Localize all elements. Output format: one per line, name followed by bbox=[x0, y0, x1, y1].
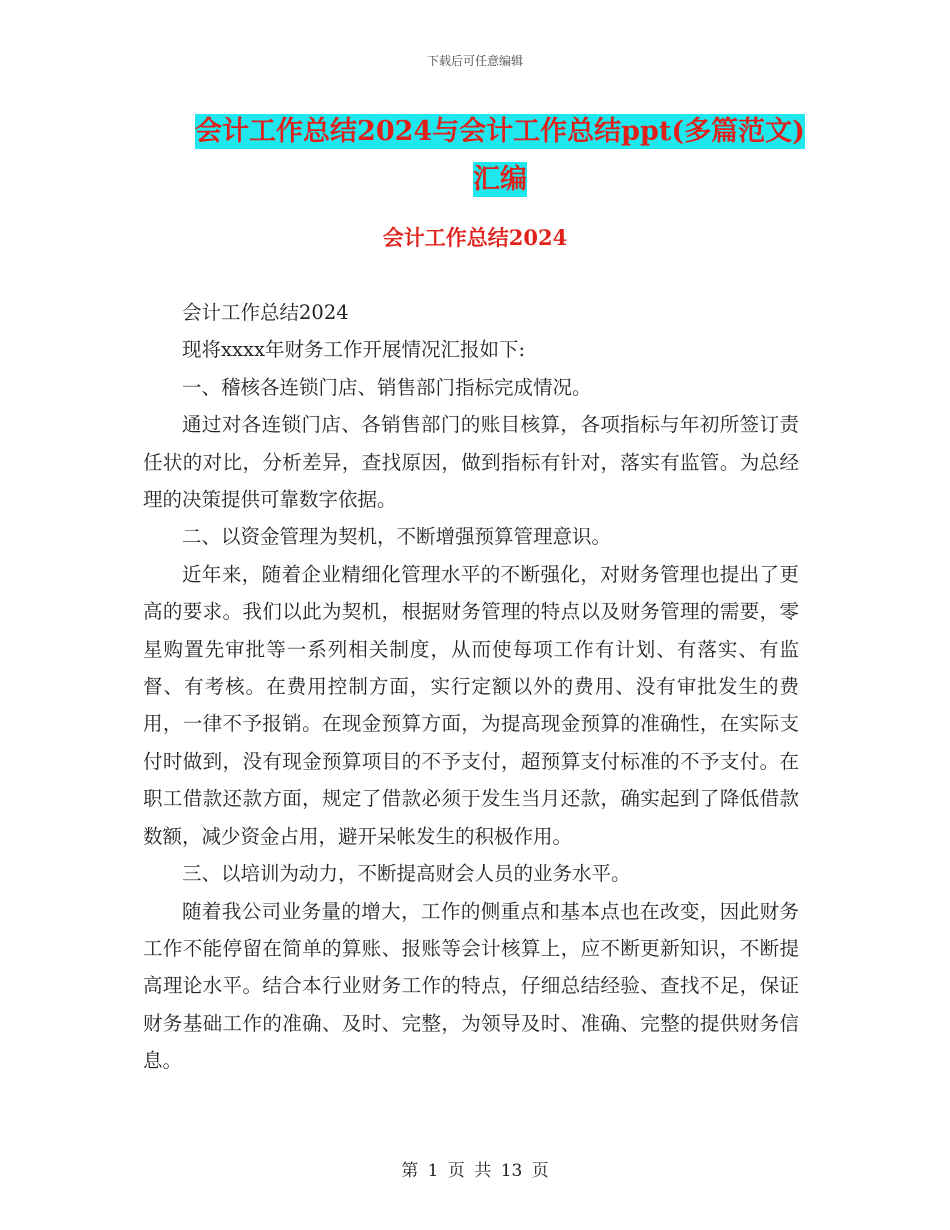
document-body bbox=[143, 294, 799, 1080]
paragraph: 随着我公司业务量的增大，工作的侧重点和基本点也在改变，因此财务工作不能停留在简单的算账、报账等会计核算上，应不断更新知识，不断提高理论水平。结合本行业财务工作的特点，仔细总结经验、查找不足，保证财务基础工作的准确、及时、完整，为领导及时、准确、完整的提供财务信息。 bbox=[143, 899, 799, 1073]
paragraph: 三、以培训为动力，不断提高财会人员的业务水平。 bbox=[182, 862, 631, 886]
page-header: 下载后可任意编辑 bbox=[426, 54, 523, 68]
paragraph: 会计工作总结2024 bbox=[182, 301, 349, 324]
document-title bbox=[190, 108, 810, 204]
paragraph: 现将xxxx年财务工作开展情况汇报如下: bbox=[182, 338, 526, 362]
section-title: 会计工作总结2024 bbox=[382, 225, 568, 250]
page-number-footer: 第 1 页 共 13 页 bbox=[401, 1161, 549, 1181]
document-title-text: 会计工作总结2024与会计工作总结ppt(多篇范文)汇编 bbox=[195, 116, 805, 195]
paragraph: 二、以资金管理为契机，不断增强预算管理意识。 bbox=[182, 525, 612, 549]
paragraph: 近年来，随着企业精细化管理水平的不断强化，对财务管理也提出了更高的要求。我们以此为契机，根据财务管理的特点以及财务管理的需要，零星购置先审批等一系列相关制度，从而使每项工作有计划、有落实、有监督、有考核。在费用控制方面，实行定额以外的费用、没有审批发生的费用，一律不予报销。在现金预算方面，为提高现金预算的准确性，在实际支付时做到，没有现金预算项目的不予支付，超预算支付标准的不予支付。在职工借款还款方面，规定了借款必须于发生当月还款，确实起到了降低借款数额，减少资金占用，避开呆帐发生的积极作用。 bbox=[143, 562, 799, 848]
paragraph: 一、稽核各连锁门店、销售部门指标完成情况。 bbox=[182, 375, 592, 399]
paragraph: 通过对各连锁门店、各销售部门的账目核算，各项指标与年初所签订责任状的对比，分析差异，查找原因，做到指标有针对，落实有监管。为总经理的决策提供可靠数字依据。 bbox=[143, 413, 799, 512]
